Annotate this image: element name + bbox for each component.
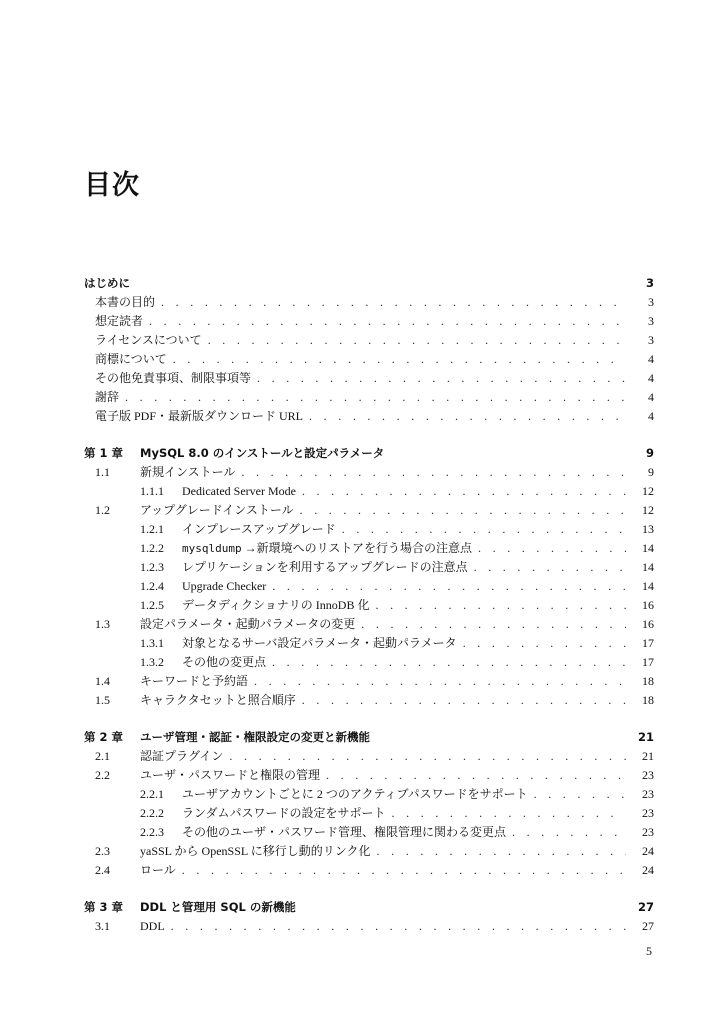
section-number: 2.1 bbox=[95, 749, 110, 763]
section-number: 1.2 bbox=[95, 503, 110, 517]
section-page: 24 bbox=[642, 844, 654, 858]
subsection-page: 12 bbox=[642, 484, 654, 498]
dot-leader bbox=[300, 501, 626, 520]
dot-leader bbox=[342, 520, 626, 539]
section-number: 1.1 bbox=[95, 465, 110, 479]
subsection-page: 23 bbox=[642, 806, 654, 820]
section-page: 27 bbox=[642, 919, 654, 933]
toc-subsection[interactable] bbox=[84, 520, 654, 539]
toc-section[interactable] bbox=[84, 766, 654, 785]
toc-intro-heading[interactable] bbox=[84, 274, 654, 293]
dot-leader bbox=[272, 577, 626, 596]
dot-leader bbox=[161, 293, 626, 312]
toc-entry-page: 4 bbox=[648, 352, 654, 366]
chapter-number: 第 3 章 bbox=[84, 900, 124, 914]
toc-entry[interactable] bbox=[84, 350, 654, 369]
table-of-contents bbox=[84, 274, 654, 936]
dot-leader bbox=[512, 823, 626, 842]
toc-section[interactable] bbox=[84, 672, 654, 691]
subsection-number: 1.2.5 bbox=[140, 598, 164, 612]
subsection-number: 2.2.3 bbox=[140, 825, 164, 839]
toc-entry-title: 商標について bbox=[95, 352, 167, 366]
subsection-title-text: →新環境へのリストアを行う場合の注意点 bbox=[241, 541, 473, 555]
dot-leader bbox=[302, 691, 626, 710]
subsection-title: Dedicated Server Mode bbox=[182, 484, 296, 498]
toc-entry[interactable] bbox=[84, 331, 654, 350]
subsection-title: レプリケーションを利用するアップグレードの注意点 bbox=[182, 560, 468, 574]
toc-entry-page: 3 bbox=[648, 295, 654, 309]
subsection-number: 1.2.4 bbox=[140, 579, 164, 593]
subsection-number: 1.2.3 bbox=[140, 560, 164, 574]
section-number: 2.2 bbox=[95, 768, 110, 782]
toc-entry-page: 4 bbox=[648, 390, 654, 404]
toc-entry[interactable] bbox=[84, 407, 654, 426]
subsection-page: 13 bbox=[642, 522, 654, 536]
subsection-title: ユーザアカウントごとに 2 つのアクティブパスワードをサポート bbox=[182, 787, 528, 801]
subsection-title: Upgrade Checker bbox=[182, 579, 267, 593]
section-page: 16 bbox=[642, 617, 654, 631]
toc-entry-page: 4 bbox=[648, 371, 654, 385]
toc-section[interactable] bbox=[84, 861, 654, 880]
subsection-title: その他の変更点 bbox=[182, 655, 267, 669]
subsection-number: 1.2.2 bbox=[140, 541, 164, 555]
section-number: 1.4 bbox=[95, 674, 110, 688]
section-title: ユーザ・パスワードと権限の管理 bbox=[140, 768, 321, 782]
dot-leader bbox=[182, 861, 626, 880]
subsection-number: 1.3.1 bbox=[140, 636, 164, 650]
toc-section[interactable] bbox=[84, 917, 654, 936]
toc-entry-title: ライセンスについて bbox=[95, 333, 202, 347]
dot-leader bbox=[375, 596, 626, 615]
subsection-number: 2.2.2 bbox=[140, 806, 164, 820]
toc-subsection[interactable] bbox=[84, 558, 654, 577]
toc-section[interactable] bbox=[84, 747, 654, 766]
toc-entry[interactable] bbox=[84, 388, 654, 407]
section-title: 新規インストール bbox=[140, 465, 236, 479]
subsection-number: 1.2.1 bbox=[140, 522, 164, 536]
subsection-title bbox=[182, 539, 472, 558]
subsection-page: 14 bbox=[642, 560, 654, 574]
section-page: 24 bbox=[642, 863, 654, 877]
subsection-page: 17 bbox=[642, 655, 654, 669]
chapter-page: 9 bbox=[645, 446, 654, 460]
subsection-title: ランダムパスワードの設定をサポート bbox=[182, 806, 386, 820]
toc-entry-page: 4 bbox=[648, 409, 654, 423]
dot-leader bbox=[173, 350, 626, 369]
subsection-title: その他のユーザ・パスワード管理、権限管理に関わる変更点 bbox=[182, 825, 507, 839]
subsection-title: 対象となるサーバ設定パラメータ・起動パラメータ bbox=[182, 636, 457, 650]
dot-leader bbox=[309, 407, 626, 426]
toc-chapter-2[interactable] bbox=[84, 728, 654, 747]
toc-entry[interactable] bbox=[84, 312, 654, 331]
dot-leader bbox=[302, 482, 626, 501]
toc-subsection[interactable] bbox=[84, 785, 654, 804]
chapter-title: ユーザ管理・認証・権限設定の変更と新機能 bbox=[140, 730, 370, 744]
dot-leader bbox=[478, 539, 626, 558]
dot-leader bbox=[149, 312, 626, 331]
toc-entry-title: 電子版 PDF・最新版ダウンロード URL bbox=[95, 409, 304, 423]
section-page: 18 bbox=[642, 693, 654, 707]
toc-chapter-1[interactable] bbox=[84, 444, 654, 463]
page-number: 5 bbox=[646, 944, 652, 958]
section-title: yaSSL から OpenSSL に移行し動的リンク化 bbox=[140, 844, 371, 858]
subsection-title: インプレースアップグレード bbox=[182, 522, 336, 536]
command-name: mysqldump bbox=[182, 542, 242, 555]
toc-entry-title: 本書の目的 bbox=[95, 295, 156, 309]
toc-subsection[interactable] bbox=[84, 539, 654, 558]
subsection-title: データディクショナリの InnoDB 化 bbox=[182, 598, 370, 612]
toc-entry-page: 3 bbox=[645, 276, 654, 290]
dot-leader bbox=[377, 842, 626, 861]
toc-entry-page: 3 bbox=[648, 314, 654, 328]
dot-leader bbox=[534, 785, 626, 804]
toc-section[interactable] bbox=[84, 501, 654, 520]
section-title: 設定パラメータ・起動パラメータの変更 bbox=[140, 617, 356, 631]
toc-entry-title: はじめに bbox=[84, 276, 130, 290]
toc-subsection[interactable] bbox=[84, 596, 654, 615]
section-page: 23 bbox=[642, 768, 654, 782]
toc-entry-title: 謝辞 bbox=[95, 390, 120, 404]
section-title: DDL bbox=[140, 919, 165, 933]
section-number: 1.5 bbox=[95, 693, 110, 707]
chapter-number: 第 2 章 bbox=[84, 730, 124, 744]
toc-subsection[interactable] bbox=[84, 804, 654, 823]
page-title: 目次 bbox=[84, 170, 140, 201]
toc-section[interactable] bbox=[84, 463, 654, 482]
section-number: 2.3 bbox=[95, 844, 110, 858]
dot-leader bbox=[474, 558, 626, 577]
dot-leader bbox=[171, 917, 626, 936]
dot-leader bbox=[326, 766, 626, 785]
chapter-page: 21 bbox=[637, 730, 654, 744]
toc-entry-page: 3 bbox=[648, 333, 654, 347]
subsection-number: 1.1.1 bbox=[140, 484, 164, 498]
toc-entry-title: その他免責事項、制限事項等 bbox=[95, 371, 252, 385]
subsection-number: 1.3.2 bbox=[140, 655, 164, 669]
section-title: キャラクタセットと照合順序 bbox=[140, 693, 296, 707]
subsection-page: 14 bbox=[642, 579, 654, 593]
section-page: 12 bbox=[642, 503, 654, 517]
dot-leader bbox=[361, 615, 626, 634]
subsection-number: 2.2.1 bbox=[140, 787, 164, 801]
dot-leader bbox=[272, 653, 626, 672]
subsection-page: 14 bbox=[642, 541, 654, 555]
section-page: 21 bbox=[642, 749, 654, 763]
subsection-page: 23 bbox=[642, 825, 654, 839]
dot-leader bbox=[208, 331, 626, 350]
dot-leader bbox=[392, 804, 626, 823]
subsection-page: 16 bbox=[642, 598, 654, 612]
dot-leader bbox=[241, 463, 626, 482]
chapter-number: 第 1 章 bbox=[84, 446, 124, 460]
dot-leader bbox=[463, 634, 626, 653]
section-number: 2.4 bbox=[95, 863, 110, 877]
section-page: 18 bbox=[642, 674, 654, 688]
chapter-title: DDL と管理用 SQL の新機能 bbox=[140, 900, 296, 914]
toc-section[interactable] bbox=[84, 691, 654, 710]
toc-entry[interactable] bbox=[84, 369, 654, 388]
section-title: キーワードと予約語 bbox=[140, 674, 249, 688]
subsection-page: 23 bbox=[642, 787, 654, 801]
section-number: 3.1 bbox=[95, 919, 110, 933]
section-title: アップグレードインストール bbox=[140, 503, 294, 517]
subsection-page: 17 bbox=[642, 636, 654, 650]
toc-chapter-3[interactable] bbox=[84, 898, 654, 917]
chapter-page: 27 bbox=[637, 900, 654, 914]
toc-subsection[interactable] bbox=[84, 823, 654, 842]
section-page: 9 bbox=[648, 465, 654, 479]
toc-entry[interactable] bbox=[84, 293, 654, 312]
chapter-title: MySQL 8.0 のインストールと設定パラメータ bbox=[140, 446, 385, 460]
section-number: 1.3 bbox=[95, 617, 110, 631]
toc-section[interactable] bbox=[84, 615, 654, 634]
section-title: 認証プラグイン bbox=[140, 749, 224, 763]
dot-leader bbox=[125, 388, 626, 407]
toc-entry-title: 想定読者 bbox=[95, 314, 144, 328]
toc-section[interactable] bbox=[84, 842, 654, 861]
dot-leader bbox=[254, 672, 626, 691]
section-title: ロール bbox=[140, 863, 176, 877]
dot-leader bbox=[257, 369, 626, 388]
toc-subsection[interactable] bbox=[84, 577, 654, 596]
toc-subsection[interactable] bbox=[84, 634, 654, 653]
toc-subsection[interactable] bbox=[84, 653, 654, 672]
dot-leader bbox=[229, 747, 626, 766]
toc-subsection[interactable] bbox=[84, 482, 654, 501]
